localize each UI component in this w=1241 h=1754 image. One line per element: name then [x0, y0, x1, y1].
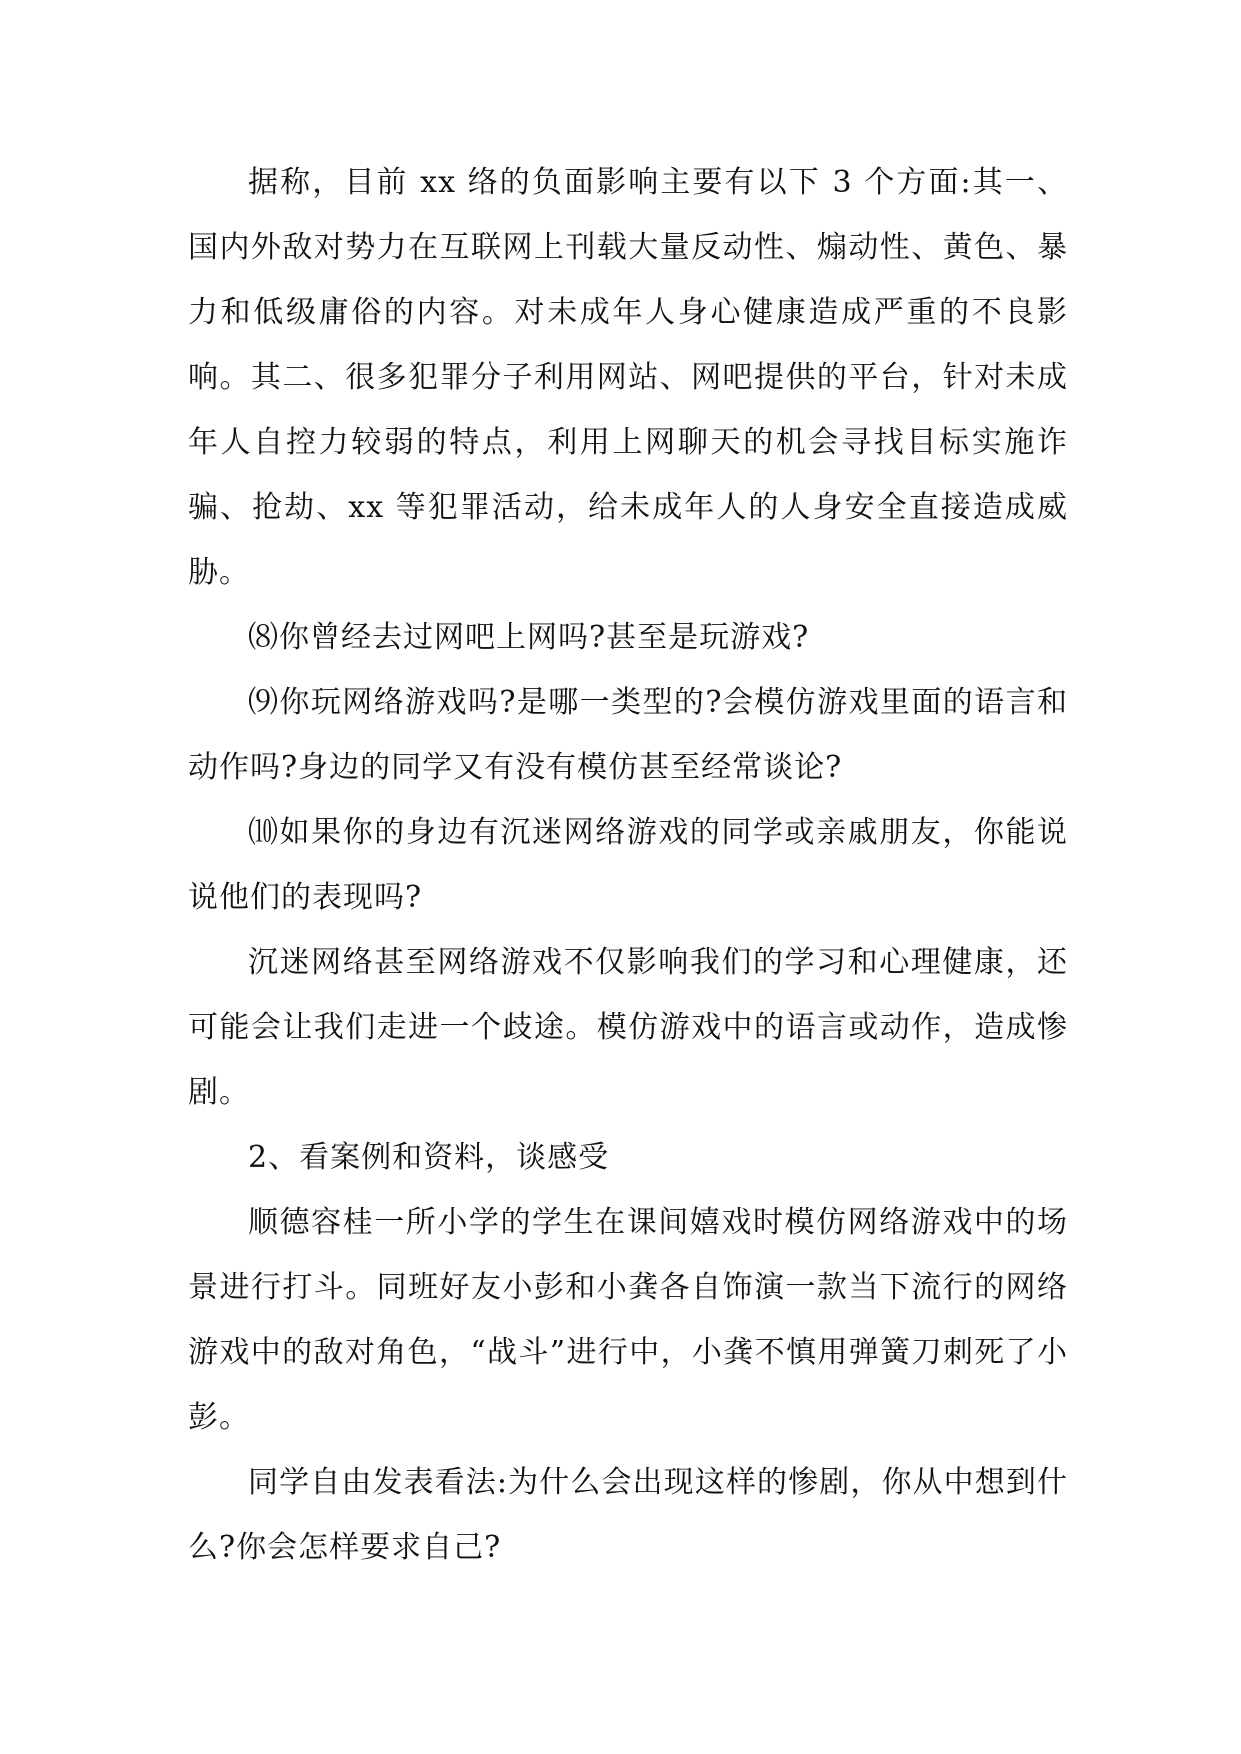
question-9: ⑼你玩网络游戏吗?是哪一类型的?会模仿游戏里面的语言和动作吗?身边的同学又有没有模仿甚至经常谈论?: [188, 685, 1068, 785]
paragraph-negative-effects: 据称，目前 xx 络的负面影响主要有以下 3 个方面:其一、国内外敌对势力在互联网上刊载大量反动性、煽动性、黄色、暴力和低级庸俗的内容。对未成年人身心健康造成严重的不良影响。其二、很多犯罪分子利用网站、网吧提供的平台，针对未成年人自控力较弱的特点，利用上网聊天的机会寻找目标实施诈骗、抢劫、xx 等犯罪活动，给未成年人的人身安全直接造成威胁。: [188, 165, 1068, 590]
paragraph-discussion-prompt: 同学自由发表看法:为什么会出现这样的惨剧，你从中想到什么?你会怎样要求自己?: [188, 1465, 1068, 1565]
paragraph-case-study: 顺德容桂一所小学的学生在课间嬉戏时模仿网络游戏中的场景进行打斗。同班好友小彭和小龚各自饰演一款当下流行的网络游戏中的敌对角色，“战斗”进行中，小龚不慎用弹簧刀刺死了小彭。: [188, 1205, 1068, 1435]
paragraph-addiction-summary: 沉迷网络甚至网络游戏不仅影响我们的学习和心理健康，还可能会让我们走进一个歧途。模仿游戏中的语言或动作，造成惨剧。: [188, 945, 1068, 1110]
section-heading-case-study: 2、看案例和资料，谈感受: [248, 1140, 610, 1175]
question-10: ⑽如果你的身边有沉迷网络游戏的同学或亲戚朋友，你能说说他们的表现吗?: [188, 815, 1068, 915]
question-8: ⑻你曾经去过网吧上网吗?甚至是玩游戏?: [248, 620, 810, 655]
document-body: [188, 150, 1068, 1580]
